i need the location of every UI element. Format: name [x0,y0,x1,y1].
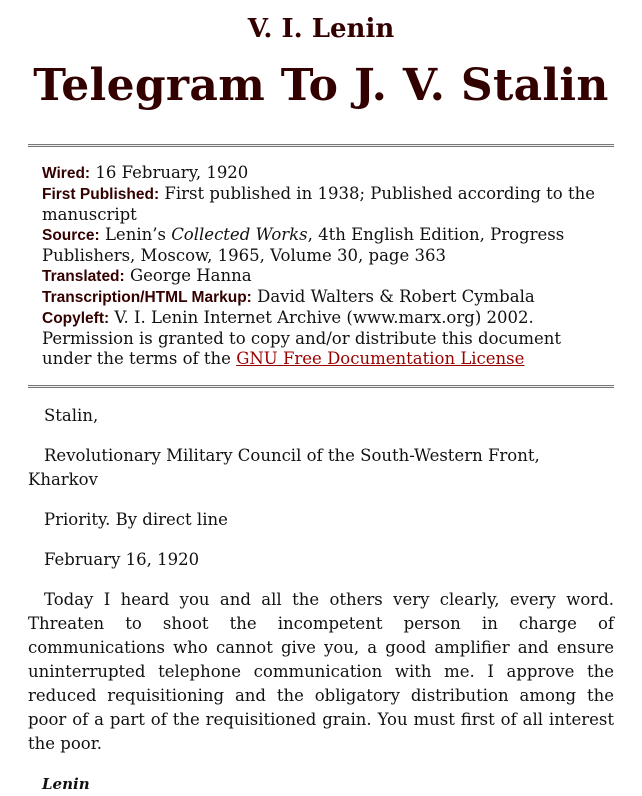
source-prefix: Lenin’s [104,225,166,244]
priority-line: Priority. By direct line [44,510,228,529]
info-block [28,147,614,385]
signature: Lenin [42,775,90,793]
letter-date: February 16, 1920 [44,550,200,569]
gnu-license-link[interactable]: GNU Free Documentation License [236,349,525,368]
wired-value: 16 February, 1920 [95,163,249,182]
copyleft-value: V. I. Lenin Internet Archive (www.marx.org) 2002. Permission is granted to copy and/or distribute this document under the terms of the [42,308,562,368]
info-translated [42,266,600,287]
letter-body [28,404,614,796]
translated-value: George Hanna [129,266,252,285]
recipient: Revolutionary Military Council of the South-Western Front, Kharkov [28,446,540,489]
info-source [42,225,600,266]
info-copyleft [42,308,600,369]
divider-bottom [28,385,614,388]
document-page [28,0,614,796]
transcription-label: Transcription/HTML Markup: [42,289,252,306]
source-title: Collected Works [171,225,308,244]
page-title: Telegram To J. V. Stalin [33,60,609,111]
author-heading: V. I. Lenin [247,14,395,44]
source-label: Source: [42,227,100,244]
first-published-value: First published in 1938; Published according to the manuscript [42,184,596,224]
wired-label: Wired: [42,165,91,182]
info-transcription [42,287,600,308]
info-wired [42,163,600,184]
transcription-value: David Walters & Robert Cymbala [257,287,535,306]
first-published-label: First Published: [42,186,160,203]
copyleft-label: Copyleft: [42,310,110,327]
info-first-published [42,184,600,225]
letter-paragraph: Today I heard you and all the others very clearly, every word. Threaten to shoot the incompetent person in charge of communications who cannot give you, a good amplifier and ensure uninterrupted telephone communication with me. I approve the reduced requisitioning and the obligatory distribution among the poor of a part of the requisitioned grain. You must first of all interest the poor. [28,590,614,753]
translated-label: Translated: [42,268,125,285]
source-suffix: , 4th English Edition, Progress Publishers, Moscow, 1965, Volume 30, page 363 [42,225,565,265]
salutation: Stalin, [44,406,99,425]
